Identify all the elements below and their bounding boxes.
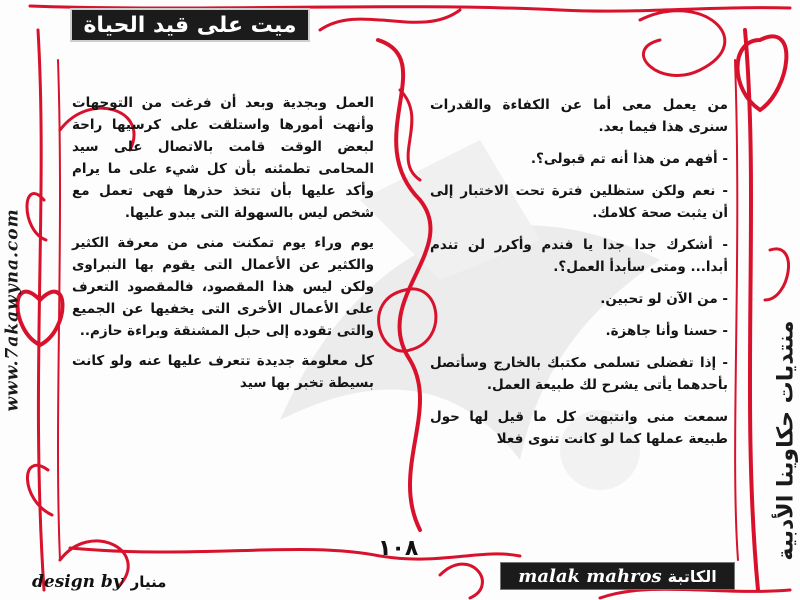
- author-badge: [500, 562, 735, 590]
- paragraph: - حسنا وأنا جاهزة.: [605, 323, 728, 339]
- page-title: [70, 8, 310, 42]
- side-url-strip: [0, 30, 26, 590]
- paragraph: - إذا تفضلى تسلمى مكتبك بالخارج وسأتصل بأحدهما يأتى يشرح لك طبيعة العمل.: [430, 355, 728, 393]
- site-url: www.7akawyna.com: [3, 208, 24, 412]
- left-text-column: [72, 92, 374, 402]
- page-title-text: ميت على قيد الحياة: [83, 12, 297, 38]
- paragraph: - من الآن لو تحبين.: [600, 291, 728, 307]
- side-forum-strip: [772, 290, 800, 590]
- paragraph: العمل وبجدية وبعد أن فرغت من التوجهات وأنهت أمورها واستلقت على كرسيها راحة لبعض الوقت قامت بالاتصال على سيد المحامى تطمئنه بأن كل شيء على ما يرام وأكد عليها بأن تتخذ حذرها فهى تعمل مع شخص ليس بالسهولة التى يبدو عليها.: [72, 95, 374, 221]
- author-tag: الكاتبة: [667, 566, 717, 586]
- design-credit: [32, 572, 166, 592]
- paragraph: - أفهم من هذا أنه تم قبولى؟.: [530, 151, 728, 167]
- designer-name: منيار: [130, 573, 167, 591]
- right-text-column: [430, 94, 728, 460]
- paragraph: - أشكرك جدا جدا يا فندم وأكرر لن تندم أبدا... ومتى سأبدأ العمل؟.: [430, 237, 728, 275]
- author-name: malak mahros: [518, 565, 662, 587]
- paragraph: - نعم ولكن ستظلين فترة تحت الاختبار إلى أن يثبت صحة كلامك.: [430, 183, 728, 221]
- page-number: ١٠٨: [378, 536, 419, 561]
- paragraph: سمعت منى وانتبهت كل ما قيل لها حول طبيعة عملها كما لو كانت تنوى فعلا: [430, 409, 728, 447]
- forum-name: منتديات حكاوينا الأدبية: [773, 319, 799, 561]
- paragraph: يوم وراء يوم تمكنت منى من معرفة الكثير والكثير عن الأعمال التى يقوم بها النبراوى ولكن ليس هذا المقصود، فالمقصود التعرف على الأعمال الأخرى التى يخفيها عن الجميع والتى تقوده إلى حبل المشنقة وبراءة حازم..: [72, 235, 374, 339]
- paragraph: من يعمل معى أما عن الكفاءة والقدرات سنرى هذا فيما بعد.: [430, 97, 728, 135]
- paragraph: كل معلومة جديدة تتعرف عليها عنه ولو كانت بسيطة تخبر بها سيد: [72, 353, 374, 391]
- design-label: design by: [32, 572, 123, 592]
